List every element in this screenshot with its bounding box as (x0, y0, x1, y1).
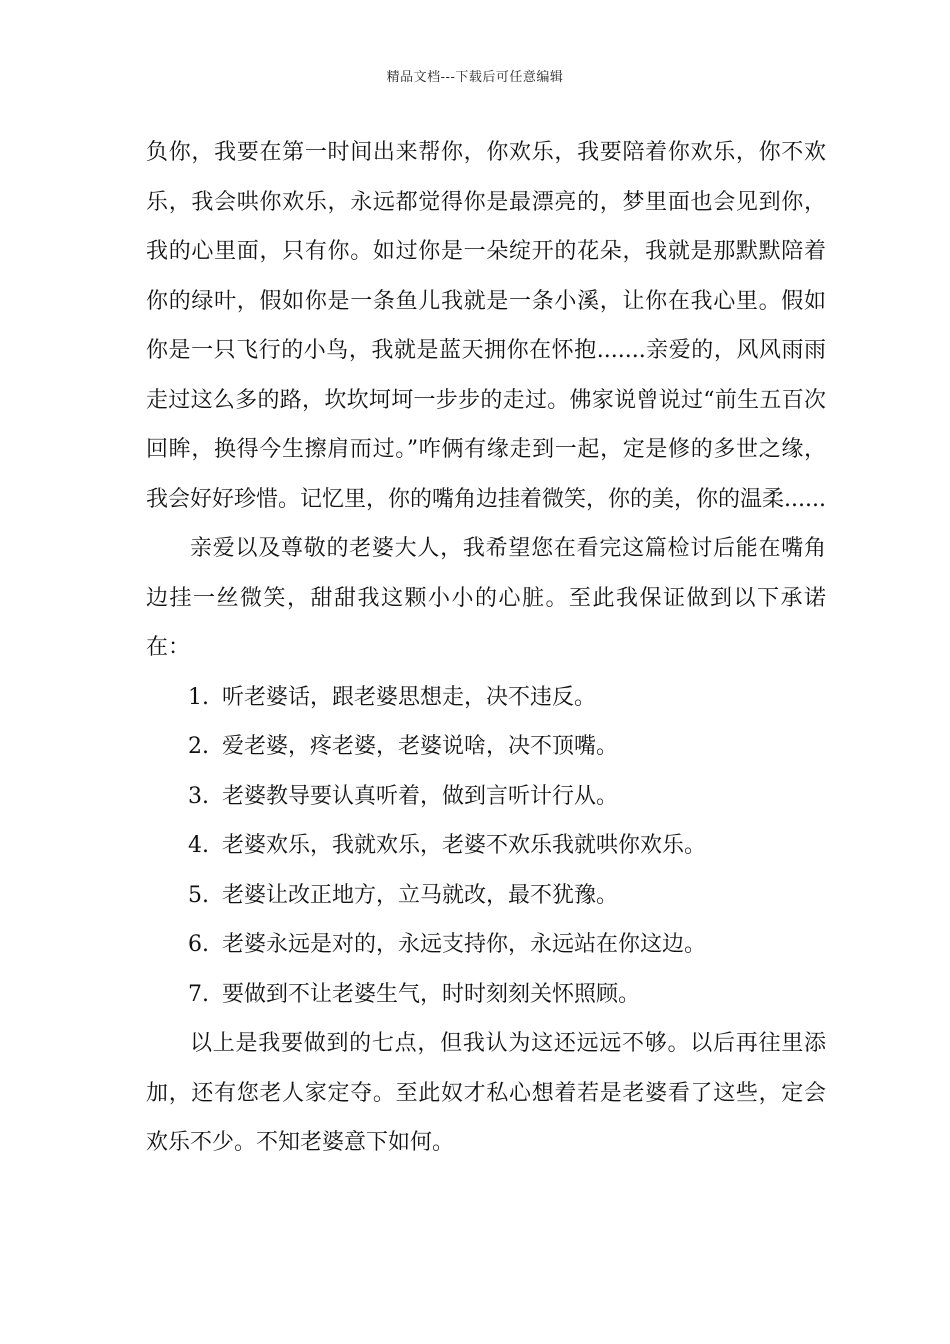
list-item (146, 920, 826, 970)
list-item-text: 老婆教导要认真听着，做到言听计行从。 (222, 783, 619, 809)
list-item-number: 1. (188, 684, 209, 710)
body-paragraph-2: 亲爱以及尊敬的老婆大人，我希望您在看完这篇检讨后能在嘴角边挂一丝微笑，甜甜我这颗小小的心脏。至此我保证做到以下承诺在： (146, 536, 826, 660)
list-item-text: 听老婆话，跟老婆思想走，决不违反。 (222, 684, 597, 710)
list-item-text: 要做到不让老婆生气，时时刻刻关怀照顾。 (222, 981, 641, 1007)
list-item-text: 老婆欢乐，我就欢乐，老婆不欢乐我就哄你欢乐。 (222, 833, 707, 858)
list-item-number: 6. (188, 932, 209, 957)
list-item (146, 772, 826, 822)
list-item-number: 7. (188, 981, 209, 1007)
list-item (146, 871, 826, 921)
list-item-text: 爱老婆，疼老婆，老婆说啥，决不顶嘴。 (222, 734, 619, 759)
body-paragraph-1: 负你，我要在第一时间出来帮你，你欢乐，我要陪着你欢乐，你不欢乐，我会哄你欢乐，永远都觉得你是最漂亮的，梦里面也会见到你，我的心里面，只有你。如过你是一朵绽开的花朵，我就是那默默陪着你的绿叶，假如你是一条鱼儿我就是一条小溪，让你在我心里。假如你是一只飞行的小鸟，我就是蓝天拥你在怀抱.......亲爱的，风风雨雨走过这么多的路，坎坎坷坷一步步的走过。佛家说曾说过“前生五百次回眸，换得今生擦肩而过。”咋俩有缘走到一起，定是修的多世之缘，我会好好珍惜。记忆里，你的嘴角边挂着微笑，你的美，你的温柔...... (146, 140, 826, 512)
body-paragraph-3: 以上是我要做到的七点，但我认为这还远远不够。以后再往里添加，还有您老人家定夺。至此奴才私心想着若是老婆看了这些，定会欢乐不少。不知老婆意下如何。 (146, 1031, 826, 1155)
list-item (146, 673, 826, 723)
list-item-number: 4. (188, 833, 209, 858)
list-item-text: 老婆永远是对的，永远支持你，永远站在你这边。 (222, 932, 707, 957)
page-header: 精品文档---下载后可任意编辑 (386, 70, 564, 85)
list-item-number: 5. (188, 882, 209, 908)
list-item-number: 2. (188, 734, 209, 759)
list-item (146, 821, 826, 871)
list-item (146, 722, 826, 772)
document-body (146, 128, 826, 1168)
promise-list (146, 673, 826, 1020)
list-item-text: 老婆让改正地方，立马就改，最不犹豫。 (222, 882, 619, 908)
list-item (146, 970, 826, 1020)
list-item-number: 3. (188, 783, 209, 809)
